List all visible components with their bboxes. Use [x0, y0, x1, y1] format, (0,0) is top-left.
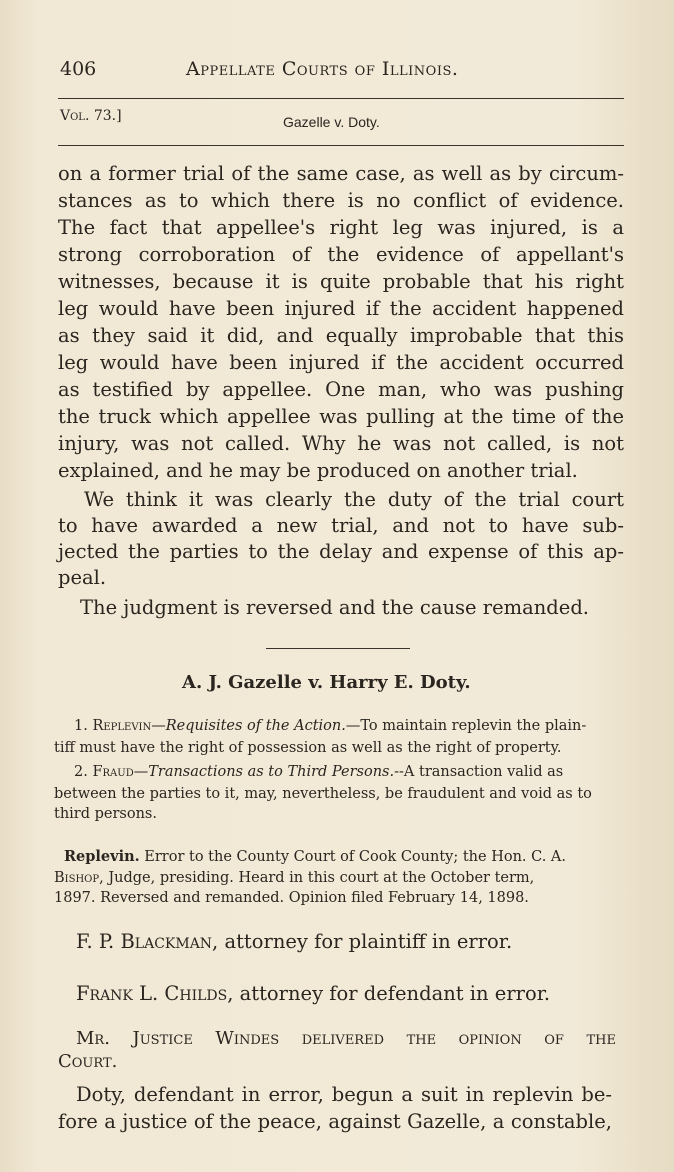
body-line: injury, was not called. Why he was not called, is not: [58, 432, 624, 455]
attorney-role: attorney for plaintiff in error.: [224, 930, 513, 953]
procedural-line: [54, 870, 620, 886]
body-line: the truck which appellee was pulling at the time of the: [58, 405, 624, 428]
procedural-line: 1897. Reversed and remanded. Opinion filed February 14, 1898.: [54, 890, 529, 906]
headnote-text: —To maintain replevin the plain-: [345, 718, 587, 734]
body-line: The fact that appellee's right leg was injured, is a: [58, 216, 624, 239]
volume-label: Vol. 73.]: [60, 108, 122, 124]
body-line: witnesses, because it is quite probable that his right: [58, 270, 624, 293]
body-line: to have awarded a new trial, and not to have sub-: [58, 514, 624, 537]
header-bottom-rule: [58, 145, 624, 146]
body-line: strong corroboration of the evidence of appellant's: [58, 243, 624, 266]
judge-name: Bishop,: [54, 870, 104, 886]
attorney-defendant: [76, 982, 550, 1005]
headnote-text: --A transaction valid as: [394, 764, 564, 780]
body-line: explained, and he may be produced on another trial.: [58, 459, 578, 482]
headnote-number: 1.: [74, 718, 88, 734]
body-line: as testified by appellee. One man, who was pushing: [58, 378, 624, 401]
body-line: on a former trial of the same case, as well as by circum-: [58, 162, 624, 185]
headnote-subject: Requisites of the Action.: [165, 718, 346, 734]
body-line: leg would have been injured if the accident occurred: [58, 351, 624, 374]
headnote-text: third persons.: [54, 806, 157, 822]
body-line: as they said it did, and equally improbable that this: [58, 324, 624, 347]
opinion-intro: Court.: [58, 1051, 118, 1072]
headnote-text: between the parties to it, may, nevertheless, be fraudulent and void as to: [54, 786, 592, 802]
procedural-lead: Replevin.: [64, 848, 140, 865]
body-line: Doty, defendant in error, begun a suit in replevin be-: [76, 1083, 612, 1106]
attorney-name: F. P. Blackman,: [76, 930, 219, 953]
headnote-1: 1. Replevin—Requisites of the Action.—To maintain replevin the plain-: [74, 718, 587, 734]
body-line: leg would have been injured if the accident happened: [58, 297, 624, 320]
case-title: A. J. Gazelle v. Harry E. Doty.: [182, 672, 471, 693]
body-line: stances as to which there is no conflict of evidence.: [58, 189, 624, 212]
attorney-name: Frank L. Childs,: [76, 982, 234, 1005]
headnote-subject: Transactions as to Third Persons.: [148, 764, 395, 780]
headnote-topic: Replevin: [92, 718, 152, 734]
running-title: Appellate Courts of Illinois.: [186, 58, 459, 80]
header-top-rule: [58, 98, 624, 99]
page-number: 406: [60, 58, 97, 80]
body-line: The judgment is reversed and the cause remanded.: [80, 596, 589, 619]
body-line: jected the parties to the delay and expense of this ap-: [58, 540, 624, 563]
attorney-role: attorney for defendant in error.: [239, 982, 551, 1005]
case-separator-rule: [266, 648, 410, 649]
attorney-plaintiff: [76, 930, 512, 953]
headnote-text: tiff must have the right of possession as well as the right of property.: [54, 740, 562, 756]
headnote-number: 2.: [74, 764, 88, 780]
body-line: fore a justice of the peace, against Gazelle, a constable,: [58, 1110, 612, 1133]
headnote-2: 2. Fraud—Transactions as to Third Persons.--A transaction valid as: [74, 764, 564, 780]
body-line: peal.: [58, 566, 107, 589]
body-line: We think it was clearly the duty of the trial court: [84, 488, 624, 511]
procedural-text: Error to the County Court of Cook County; the Hon. C. A.: [144, 849, 567, 865]
procedural-line: [64, 848, 620, 865]
case-short-title: Gazelle v. Doty.: [283, 114, 380, 130]
headnote-topic: Fraud: [92, 764, 134, 780]
procedural-text: Judge, presiding. Heard in this court at the October term,: [108, 870, 535, 886]
opinion-intro: Mr. Justice Windes delivered the opinion of the: [76, 1028, 616, 1049]
